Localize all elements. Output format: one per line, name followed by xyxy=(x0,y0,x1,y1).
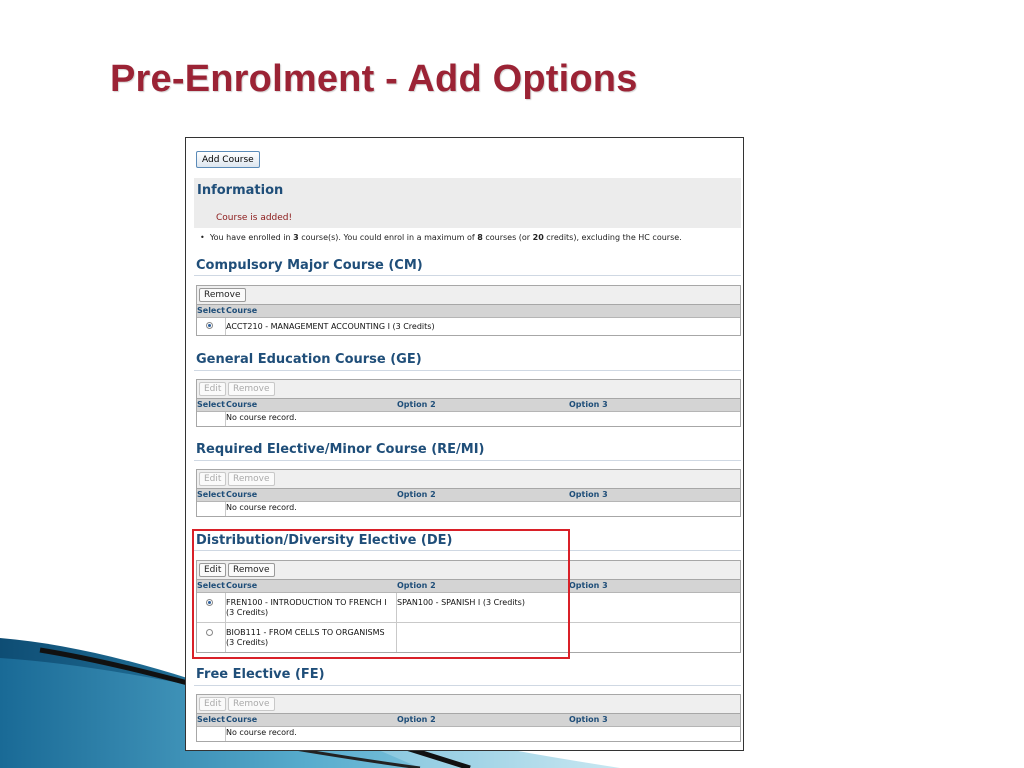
fe-remove-button[interactable]: Remove xyxy=(228,697,275,711)
information-box xyxy=(194,178,741,228)
fe-toolbar xyxy=(197,695,740,714)
max-credits: 20 xyxy=(532,233,544,242)
col-option-3: Option 3 xyxy=(569,400,608,409)
re-remove-button[interactable]: Remove xyxy=(228,472,275,486)
table-row[interactable] xyxy=(197,623,740,652)
col-option-3: Option 3 xyxy=(569,490,608,499)
enrolment-panel xyxy=(185,137,744,751)
col-course: Course xyxy=(226,400,258,409)
cm-remove-button[interactable]: Remove xyxy=(199,288,246,302)
col-course: Course xyxy=(226,715,258,724)
ge-remove-button[interactable]: Remove xyxy=(228,382,275,396)
col-select: Select xyxy=(197,306,225,315)
row-select-radio[interactable] xyxy=(206,599,213,606)
table-row[interactable] xyxy=(197,593,740,623)
summary-text: credits), excluding the HC course. xyxy=(543,233,682,242)
col-option-2: Option 2 xyxy=(397,490,436,499)
de-remove-button[interactable]: Remove xyxy=(228,563,275,577)
section-title-cm: Compulsory Major Course (CM) xyxy=(196,258,423,273)
section-title-re: Required Elective/Minor Course (RE/MI) xyxy=(196,442,485,457)
col-option-2: Option 2 xyxy=(397,400,436,409)
col-option-3: Option 3 xyxy=(569,715,608,724)
slide-title: Pre-Enrolment - Add Options xyxy=(110,58,638,100)
enrolment-summary: • You have enrolled in 3 course(s). You could enrol in a maximum of 8 courses (or 20 credits), excluding the HC course. xyxy=(200,233,682,242)
ge-toolbar xyxy=(197,380,740,399)
ge-table-header xyxy=(197,399,740,412)
section-title-fe: Free Elective (FE) xyxy=(196,667,325,682)
section-title-ge: General Education Course (GE) xyxy=(196,352,422,367)
re-edit-button[interactable]: Edit xyxy=(199,472,226,486)
divider xyxy=(194,685,741,686)
no-record-text: No course record. xyxy=(226,728,297,737)
no-record-text: No course record. xyxy=(226,413,297,422)
col-course: Course xyxy=(226,581,258,590)
table-row xyxy=(197,502,740,516)
de-edit-button[interactable]: Edit xyxy=(199,563,226,577)
divider xyxy=(194,275,741,276)
col-select: Select xyxy=(197,400,225,409)
col-option-2: Option 2 xyxy=(397,581,436,590)
de-table xyxy=(196,560,741,653)
col-select: Select xyxy=(197,715,225,724)
col-course: Course xyxy=(226,306,258,315)
course-cell: BIOB111 - FROM CELLS TO ORGANISMS (3 Credits) xyxy=(226,628,385,647)
summary-text: You have enrolled in xyxy=(209,233,294,242)
re-table-header xyxy=(197,489,740,502)
de-toolbar xyxy=(197,561,740,580)
fe-table xyxy=(196,694,741,742)
de-table-header xyxy=(197,580,740,593)
section-title-de: Distribution/Diversity Elective (DE) xyxy=(196,533,453,548)
summary-text: courses (or xyxy=(482,233,533,242)
col-select: Select xyxy=(197,490,225,499)
row-select-radio[interactable] xyxy=(206,629,213,636)
cm-toolbar xyxy=(197,286,740,305)
row-select-radio[interactable] xyxy=(206,322,213,329)
add-course-button[interactable]: Add Course xyxy=(196,151,260,168)
enrolled-count: 3 xyxy=(293,233,299,242)
course-added-message: Course is added! xyxy=(216,213,293,223)
col-select: Select xyxy=(197,581,225,590)
re-toolbar xyxy=(197,470,740,489)
fe-table-header xyxy=(197,714,740,727)
ge-edit-button[interactable]: Edit xyxy=(199,382,226,396)
summary-text: course(s). You could enrol in a maximum of xyxy=(298,233,478,242)
divider xyxy=(194,370,741,371)
table-row[interactable] xyxy=(197,318,740,335)
col-course: Course xyxy=(226,490,258,499)
col-option-2: Option 2 xyxy=(397,715,436,724)
no-record-text: No course record. xyxy=(226,503,297,512)
divider xyxy=(396,623,397,652)
max-courses: 8 xyxy=(477,233,483,242)
col-option-3: Option 3 xyxy=(569,581,608,590)
fe-edit-button[interactable]: Edit xyxy=(199,697,226,711)
divider xyxy=(194,550,741,551)
course-cell: FREN100 - INTRODUCTION TO FRENCH I (3 Credits) xyxy=(226,598,387,617)
cm-table xyxy=(196,285,741,336)
divider xyxy=(194,460,741,461)
cm-table-header xyxy=(197,305,740,318)
table-row xyxy=(197,412,740,426)
table-row xyxy=(197,727,740,741)
course-cell: ACCT210 - MANAGEMENT ACCOUNTING I (3 Credits) xyxy=(226,322,435,331)
ge-table xyxy=(196,379,741,427)
option-2-cell: SPAN100 - SPANISH I (3 Credits) xyxy=(397,598,525,607)
information-title: Information xyxy=(197,183,284,198)
re-table xyxy=(196,469,741,517)
